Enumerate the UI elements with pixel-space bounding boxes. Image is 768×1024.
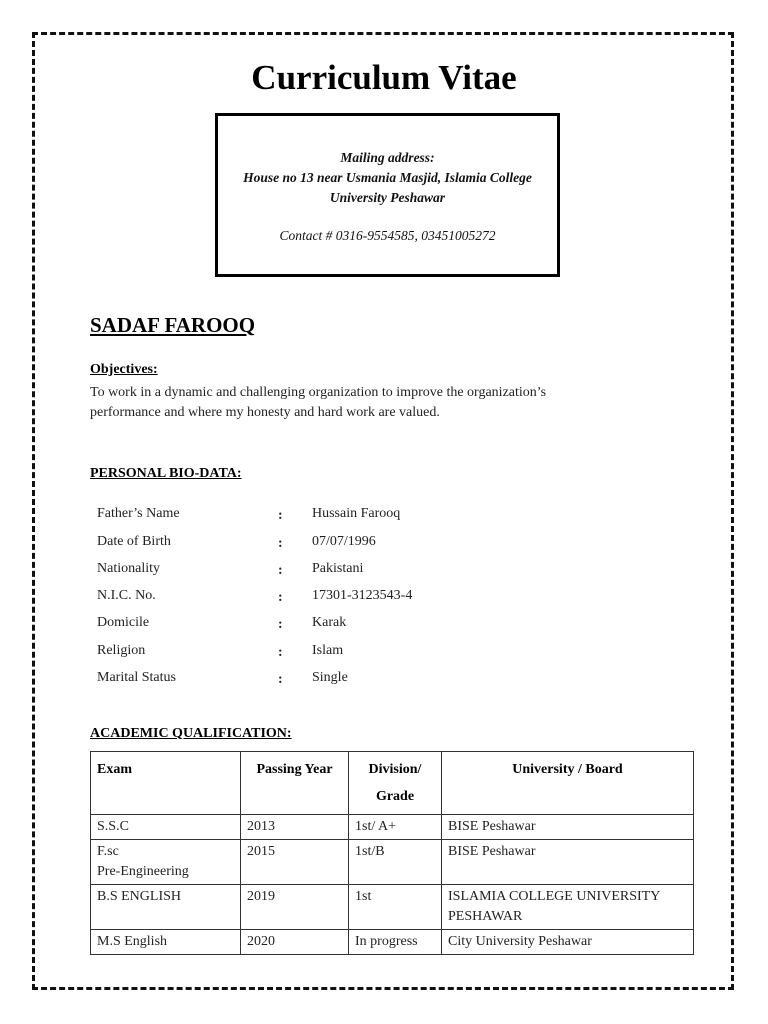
bio-value: 17301-3123543-4 [312,588,413,603]
bio-label: Religion [97,643,146,658]
cell-board-line-1: BISE Peshawar [448,819,536,834]
cell-board-line-2: PESHAWAR [448,909,523,924]
header-division [349,752,442,815]
contact-numbers: Contact # 0316-9554585, 03451005272 [279,228,496,243]
cell-board [442,840,694,885]
table-row [91,840,694,885]
bio-value: 07/07/1996 [312,534,376,549]
table-row [91,930,694,955]
bio-value: Single [312,670,348,685]
cell-year: 2015 [241,840,349,885]
cell-exam-line-1: S.S.C [97,819,129,834]
header-division-line-2: Grade [375,789,415,804]
cell-exam [91,815,241,840]
objectives-line-2: performance and where my honesty and hard work are valued. [90,405,440,420]
bio-label: N.I.C. No. [97,588,156,603]
objectives-text [90,383,650,423]
address-line-1: House no 13 near Usmania Masjid, Islamia College [243,170,532,185]
header-exam: Exam [91,752,241,815]
cell-board-line-1: BISE Peshawar [448,844,536,859]
bio-separator: : [278,672,283,687]
address-box [215,113,560,277]
bio-value: Pakistani [312,561,364,576]
table-header-row [91,752,694,815]
cell-year: 2019 [241,885,349,930]
cell-exam-line-1: B.S ENGLISH [97,889,182,904]
bio-value: Islam [312,643,344,658]
page-title: Curriculum Vitae [251,58,517,97]
cell-board-line-1: ISLAMIA COLLEGE UNIVERSITY [448,889,661,904]
bio-value: Karak [312,615,347,630]
objectives-heading: Objectives: [90,362,158,377]
cell-exam-line-2: Pre-Engineering [97,864,189,879]
cell-year: 2013 [241,815,349,840]
bio-separator: : [278,617,283,632]
cell-exam [91,840,241,885]
header-division-line-1: Division/ [368,762,422,777]
cell-year: 2020 [241,930,349,955]
bio-label: Nationality [97,561,160,576]
candidate-name: SADAF FAROOQ [90,313,256,337]
cell-board [442,815,694,840]
cell-exam [91,885,241,930]
bio-label: Date of Birth [97,534,171,549]
address-line-2: University Peshawar [329,190,446,205]
bio-separator: : [278,563,283,578]
academic-table [90,751,694,955]
table-row [91,815,694,840]
cell-board [442,885,694,930]
bio-label: Marital Status [97,670,176,685]
bio-separator: : [278,508,283,523]
bio-separator: : [278,536,283,551]
bio-label: Father’s Name [97,506,180,521]
cell-division: 1st/B [349,840,442,885]
table-row [91,885,694,930]
cell-exam-line-1: M.S English [97,934,168,949]
mailing-label: Mailing address: [340,150,435,165]
bio-value: Hussain Farooq [312,506,401,521]
cell-exam-line-1: F.sc [97,844,119,859]
cell-board-line-1: City University Peshawar [448,934,592,949]
cell-division: In progress [349,930,442,955]
objectives-line-1: To work in a dynamic and challenging organization to improve the organization’s [90,385,547,400]
cell-board [442,930,694,955]
cell-exam [91,930,241,955]
bio-separator: : [278,645,283,660]
bio-label: Domicile [97,615,150,630]
academic-heading: ACADEMIC QUALIFICATION: [90,726,292,741]
bio-data-heading: PERSONAL BIO-DATA: [90,466,242,481]
header-university-board: University / Board [442,752,694,815]
cell-division: 1st/ A+ [349,815,442,840]
bio-separator: : [278,590,283,605]
header-passing-year: Passing Year [241,752,349,815]
cell-division: 1st [349,885,442,930]
